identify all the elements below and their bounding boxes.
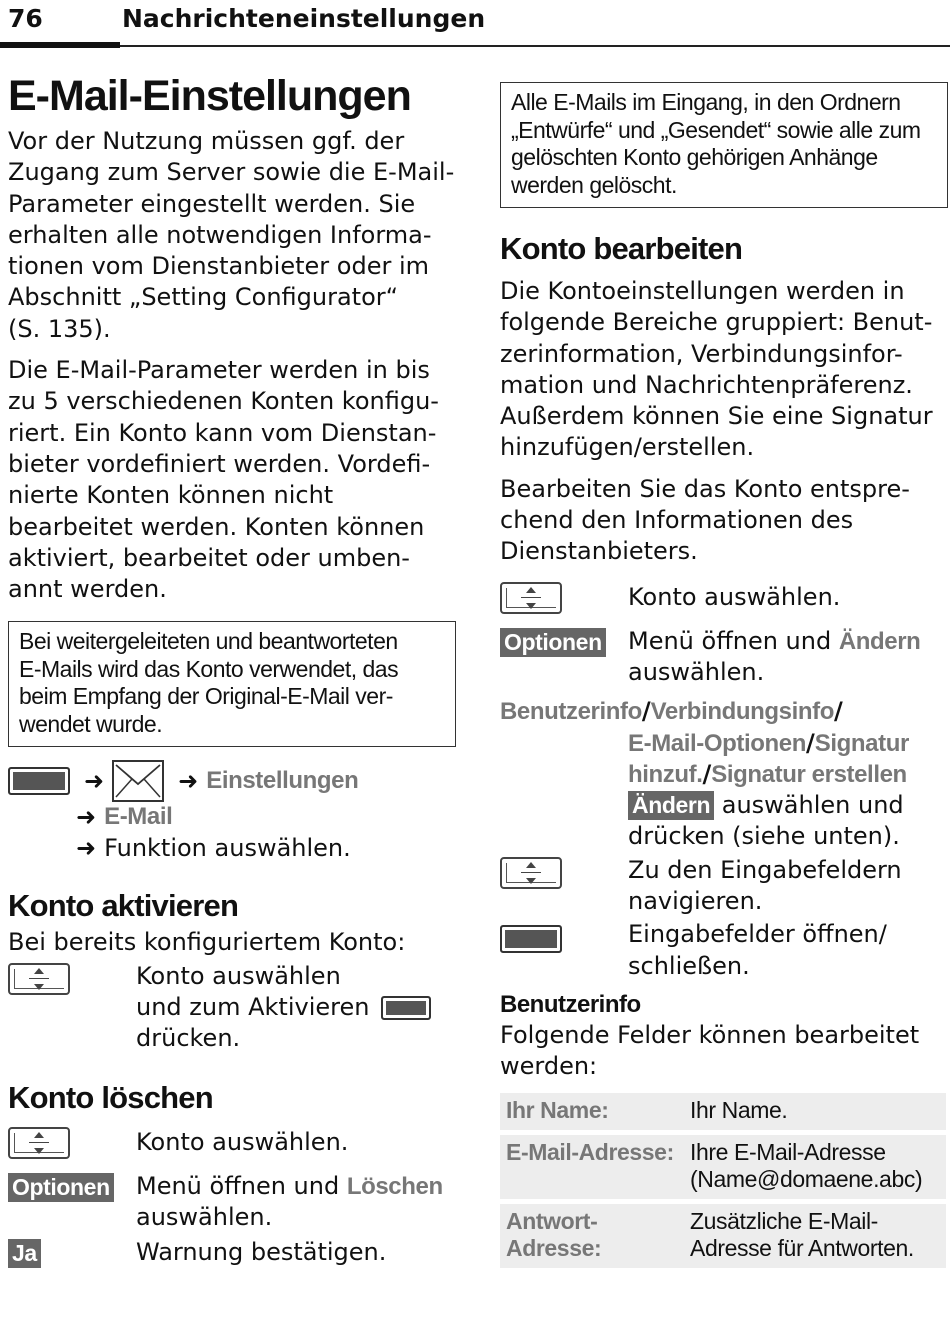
text-line: schließen. xyxy=(628,951,750,980)
edit-row-navigate xyxy=(500,855,948,918)
menu-key-icon xyxy=(500,925,562,953)
menu-instruction: Funktion auswählen. xyxy=(104,834,351,863)
intro-paragraph xyxy=(8,126,456,345)
nav-key-icon xyxy=(500,857,562,889)
left-column xyxy=(8,70,456,1269)
text-line: (S. 135). xyxy=(8,314,111,343)
userinfo-table xyxy=(500,1093,946,1273)
text-line: werden gelöscht. xyxy=(511,171,677,198)
options-softkey: Optionen xyxy=(500,628,606,657)
text-line: Dienstanbieters. xyxy=(500,537,698,566)
text-line: aktiviert, bearbeitet oder umben- xyxy=(8,543,410,572)
menu-path-block: Benutzerinfo/Verbindungsinfo/ E-Mail-Optionen/Signatur hinzuf./Signatur erstellen Ändern auswählen und drücken (siehe unten). xyxy=(500,697,909,851)
text-line: bieter vordefiniert werden. Vordefi- xyxy=(8,449,431,478)
note-box xyxy=(8,621,456,747)
table-label: Antwort- Adresse: xyxy=(500,1201,684,1270)
text-line: auswählen. xyxy=(136,1202,273,1231)
keyword-aendern: Ändern xyxy=(838,627,921,655)
delete-row-select xyxy=(8,1127,456,1161)
text-line: Die E-Mail-Parameter werden in bis xyxy=(8,356,430,385)
nav-key-icon xyxy=(8,1127,70,1159)
text-line: und zum Aktivieren xyxy=(136,993,370,1022)
text-line: zerinformation, Verbindungsinfor- xyxy=(500,339,903,368)
accounts-paragraph xyxy=(8,355,456,605)
menu-item-benutzerinfo: Benutzerinfo xyxy=(500,698,642,726)
text-line: Bearbeiten Sie das Konto entspre- xyxy=(500,474,910,503)
text-line: E-Mails wird das Konto verwendet, das xyxy=(19,655,399,682)
text-line: beim Empfang der Original-E-Mail ver- xyxy=(19,683,393,710)
text-line: erhalten alle notwendigen Informa- xyxy=(8,220,432,249)
menu-item-email: E-Mail xyxy=(104,803,173,831)
text-line: Bei weitergeleiteten und beantworteten xyxy=(19,628,398,655)
edit-row-open-fields xyxy=(500,919,948,982)
text-line: navigieren. xyxy=(628,887,763,916)
right-column xyxy=(500,70,948,1273)
warning-box xyxy=(500,82,948,208)
menu-item-verbindungsinfo: Verbindungsinfo xyxy=(650,698,834,726)
text-line: Zugang zum Server sowie die E-Mail- xyxy=(8,158,455,187)
text-line: hinzufügen/erstellen. xyxy=(500,433,755,462)
text-line: drücken. xyxy=(136,1024,241,1053)
text-line: Menü öffnen und xyxy=(136,1171,347,1200)
delete-row-options xyxy=(8,1171,456,1234)
text-line: Vor der Nutzung müssen ggf. der xyxy=(8,127,405,155)
table-label: Ihr Name: xyxy=(500,1093,684,1133)
table-row xyxy=(500,1201,946,1270)
nav-key-icon xyxy=(500,582,562,614)
subsection-heading-userinfo: Benutzerinfo xyxy=(500,990,641,1018)
header-rule xyxy=(120,45,950,47)
table-value: Ihre E-Mail-Adresse (Name@domaene.abc) xyxy=(684,1132,946,1201)
table-value: Ihr Name. xyxy=(684,1093,946,1133)
table-row xyxy=(500,1132,946,1201)
table-value: Zusätzliche E-Mail- Adresse für Antworten. xyxy=(684,1201,946,1270)
section-heading-delete: Konto löschen xyxy=(8,1079,213,1115)
page-number: 76 xyxy=(8,4,43,33)
menu-item-email-optionen: E-Mail-Optionen xyxy=(628,729,806,757)
userinfo-intro xyxy=(500,1020,948,1083)
menu-item-einstellungen: Einstellungen xyxy=(206,767,359,795)
text-line: Folgende Felder können bearbeitet xyxy=(500,1020,920,1049)
envelope-icon xyxy=(112,760,164,802)
text-line: gelöschten Konto gehörigen Anhänge xyxy=(511,144,878,170)
delete-row-confirm xyxy=(8,1237,456,1268)
text-line: Außerdem können Sie eine Signatur xyxy=(500,402,933,431)
text-line: mation und Nachrichtenpräferenz. xyxy=(500,370,913,399)
page-title: E-Mail-Einstellungen xyxy=(8,72,411,120)
text-line: folgende Bereiche gruppiert: Benut- xyxy=(500,308,933,337)
running-header-title: Nachrichteneinstellungen xyxy=(122,4,486,33)
text-line: tionen vom Dienstanbieter oder im xyxy=(8,252,429,281)
arrow-right-icon: ➜ xyxy=(76,803,97,832)
arrow-right-icon: ➜ xyxy=(84,767,105,796)
text-line: auswählen und xyxy=(714,791,904,820)
edit-row-options xyxy=(500,626,948,689)
text-line: auswählen. xyxy=(628,657,765,686)
menu-item-signatur-hinzuf: hinzuf. xyxy=(628,760,703,788)
section-heading-activate: Konto aktivieren xyxy=(8,888,239,924)
text-line: Eingabefelder öffnen/ xyxy=(628,920,887,949)
text-line: Warnung bestätigen. xyxy=(136,1238,387,1267)
text-line: nierte Konten können nicht xyxy=(8,481,334,510)
header-rule-thick xyxy=(0,42,120,48)
text-line: Menü öffnen und xyxy=(628,626,839,655)
text-line: Die Kontoeinstellungen werden in xyxy=(500,277,905,305)
text-line: Konto auswählen xyxy=(136,961,341,990)
text-line: drücken (siehe unten). xyxy=(628,822,900,851)
text-line: werden: xyxy=(500,1052,598,1081)
options-softkey: Optionen xyxy=(8,1173,114,1202)
text-line: bearbeitet werden. Konten können xyxy=(8,512,425,541)
menu-key-icon xyxy=(8,767,70,795)
edit-paragraph-2 xyxy=(500,474,948,568)
text-line: Abschnitt „Setting Configurator“ xyxy=(8,283,399,312)
text-line: „Entwürfe“ und „Gesendet“ sowie alle zum xyxy=(511,116,921,143)
arrow-right-icon: ➜ xyxy=(178,767,199,796)
menu-item-signatur: Signatur xyxy=(814,729,909,757)
text-line: Konto auswählen. xyxy=(628,582,841,611)
activate-row xyxy=(8,961,456,1055)
text-line: zu 5 verschiedenen Konten konfigu- xyxy=(8,387,439,416)
menu-path xyxy=(8,761,456,861)
menu-key-icon xyxy=(381,996,431,1020)
text-line: Zu den Eingabefeldern xyxy=(628,855,902,884)
text-line: Konto auswählen. xyxy=(136,1127,349,1156)
text-line: Alle E-Mails im Eingang, in den Ordnern xyxy=(511,89,901,115)
menu-item-signatur-erstellen: Signatur erstellen xyxy=(711,760,907,788)
table-row xyxy=(500,1093,946,1133)
change-softkey: Ändern xyxy=(628,791,714,820)
nav-key-icon xyxy=(8,963,70,995)
edit-row-select xyxy=(500,582,948,616)
table-label: E-Mail-Adresse: xyxy=(500,1132,684,1201)
yes-softkey: Ja xyxy=(8,1239,41,1268)
edit-paragraph-1 xyxy=(500,276,948,464)
text-line: Parameter eingestellt werden. Sie xyxy=(8,189,416,218)
activate-intro: Bei bereits konfiguriertem Konto: xyxy=(8,928,406,957)
text-line: annt werden. xyxy=(8,575,167,604)
text-line: chend den Informationen des xyxy=(500,506,854,535)
keyword-loeschen: Löschen xyxy=(346,1172,443,1200)
text-line: wendet wurde. xyxy=(19,710,163,737)
text-line: riert. Ein Konto kann vom Dienstan- xyxy=(8,418,437,447)
arrow-right-icon: ➜ xyxy=(76,834,97,863)
section-heading-edit: Konto bearbeiten xyxy=(500,231,743,266)
